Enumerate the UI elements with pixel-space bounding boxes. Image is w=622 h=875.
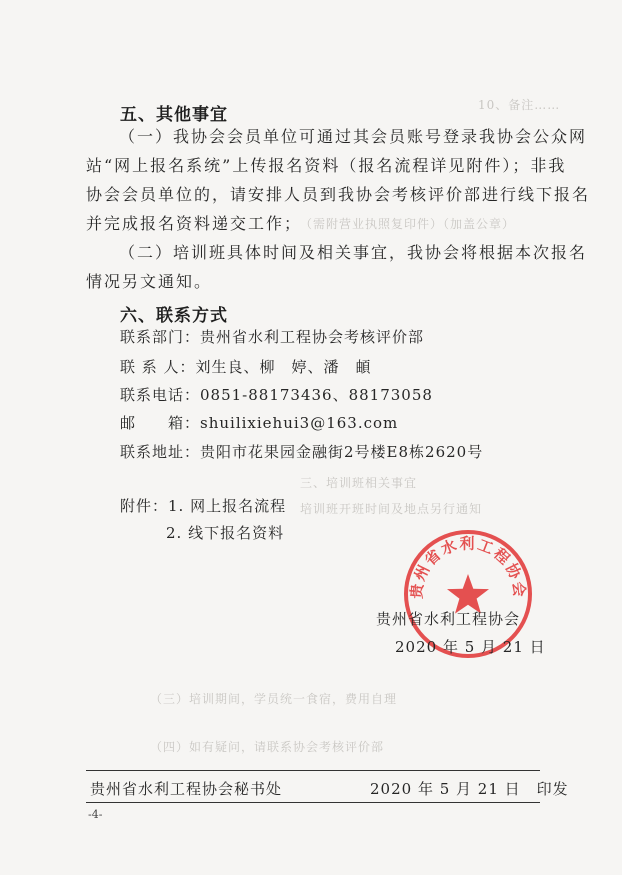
section-five-heading: 五、其他事宜 <box>120 105 228 125</box>
bleed-through-text: （需附营业执照复印件）（加盖公章） <box>300 217 516 231</box>
paragraph-line: 并完成报名资料递交工作； <box>86 214 303 233</box>
attachments-label: 附件： <box>120 497 169 515</box>
paragraph-line: 协会会员单位的，请安排人员到我协会考核评价部进行线下报名 <box>86 185 591 204</box>
paragraph-line: （一）我协会会员单位可通过其会员账号登录我协会公众网 <box>119 127 588 146</box>
footer-issue-date: 2020 年 5 月 21 日 印发 <box>370 780 569 798</box>
bleed-through-text: （四）如有疑问，请联系协会考核评价部 <box>150 740 385 754</box>
bleed-through-text: 10、备注…… <box>478 98 561 112</box>
footer-bottom-rule <box>86 802 540 803</box>
footer-issuer: 贵州省水利工程协会秘书处 <box>90 780 283 798</box>
footer-top-rule <box>86 770 540 771</box>
signature-organization: 贵州省水利工程协会 <box>376 610 521 628</box>
seal-text: 贵州省水利工程协会 <box>407 534 529 600</box>
contact-address: 联系地址：贵阳市花果园金融街2号楼E8栋2620号 <box>120 443 484 461</box>
attachments <box>120 495 286 516</box>
contact-department: 联系部门：贵州省水利工程协会考核评价部 <box>120 328 425 346</box>
bleed-through-text: 三、培训班相关事宜 <box>300 476 418 490</box>
paragraph-line: 站“网上报名系统”上传报名资料（报名流程详见附件）；非我 <box>86 156 567 175</box>
section-six-heading: 六、联系方式 <box>120 306 228 326</box>
page-number: -4- <box>88 808 103 821</box>
signature-date: 2020 年 5 月 21 日 <box>395 638 546 656</box>
attachment-item: 2. 线下报名资料 <box>166 524 285 542</box>
contact-phone: 联系电话：0851-88173436、88173058 <box>120 386 433 404</box>
contact-email <box>120 412 398 433</box>
bleed-through-text: （三）培训期间，学员统一食宿，费用自理 <box>150 692 398 706</box>
contact-persons: 联 系 人：刘生良、柳 婷、潘 頔 <box>120 358 372 376</box>
email-address: shuilixiehui3@163.com <box>200 414 399 432</box>
paragraph-line: （二）培训班具体时间及相关事宜，我协会将根据本次报名 <box>119 243 588 262</box>
bleed-through-text: 培训班开班时间及地点另行通知 <box>300 502 483 516</box>
attachment-item: 1. 网上报名流程 <box>168 497 287 515</box>
email-label: 邮 箱： <box>120 414 201 432</box>
paragraph-line: 情况另文通知。 <box>86 272 213 291</box>
